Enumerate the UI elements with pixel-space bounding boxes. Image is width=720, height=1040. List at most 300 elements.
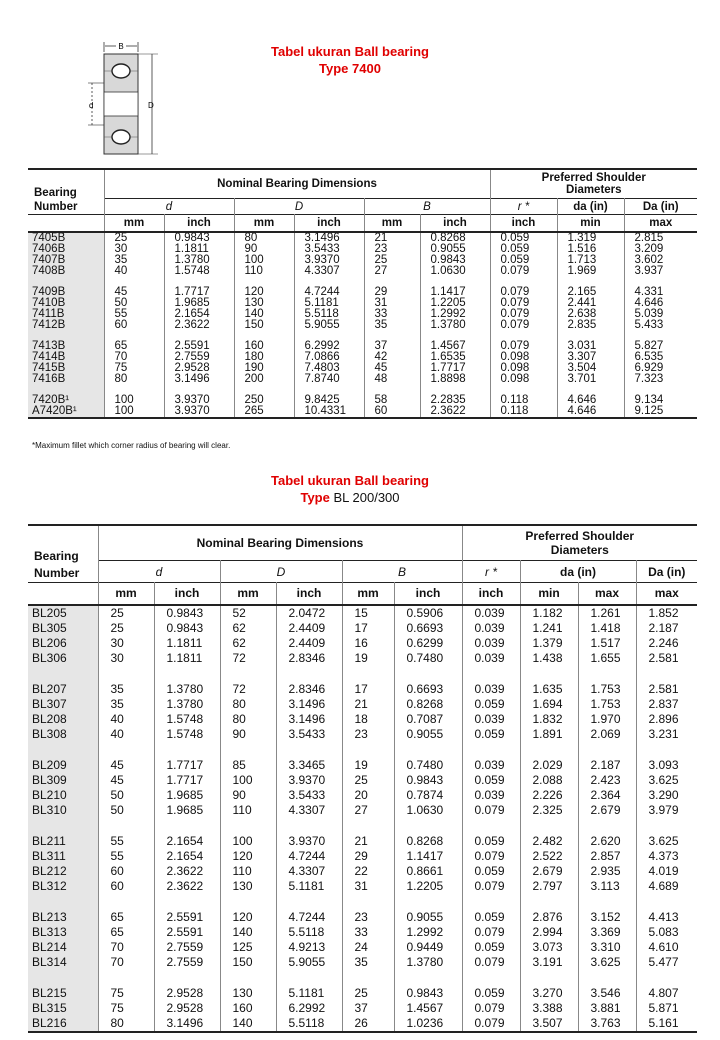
- value-cell: 4.9213: [276, 940, 342, 955]
- unit-min: min: [557, 215, 624, 232]
- table-row: [28, 605, 697, 621]
- value-cell: 3.113: [578, 879, 636, 894]
- unit-inch: inch: [154, 583, 220, 605]
- value-cell: 0.079: [462, 955, 520, 970]
- value-cell: 60: [98, 864, 154, 879]
- value-cell: 5.1181: [294, 298, 364, 309]
- value-cell: 1.0630: [394, 803, 462, 818]
- value-cell: 2.857: [578, 849, 636, 864]
- table-row: [28, 374, 697, 385]
- bearing-table-bl200-300: [28, 524, 697, 1033]
- value-cell: 45: [104, 287, 164, 298]
- value-cell: 1.6535: [420, 352, 490, 363]
- value-cell: 3.5433: [276, 727, 342, 742]
- value-cell: 1.753: [578, 697, 636, 712]
- header-D: D: [220, 561, 342, 583]
- header-bearing-number: Bearing Number: [34, 549, 80, 580]
- value-cell: 5.5118: [276, 1016, 342, 1032]
- bearing-number-cell: BL311: [28, 849, 98, 864]
- table-row: [28, 864, 697, 879]
- value-cell: 2.835: [557, 320, 624, 331]
- value-cell: 4.3307: [276, 864, 342, 879]
- value-cell: 75: [98, 1001, 154, 1016]
- value-cell: 90: [220, 727, 276, 742]
- value-cell: 31: [342, 879, 394, 894]
- value-cell: 2.679: [520, 864, 578, 879]
- value-cell: 3.625: [636, 834, 697, 849]
- value-cell: 40: [98, 712, 154, 727]
- value-cell: 200: [234, 374, 294, 385]
- value-cell: 2.7559: [154, 940, 220, 955]
- value-cell: 0.079: [490, 298, 557, 309]
- unit-mm: mm: [98, 583, 154, 605]
- value-cell: 0.9843: [394, 986, 462, 1001]
- value-cell: 0.5906: [394, 605, 462, 621]
- value-cell: 35: [98, 682, 154, 697]
- value-cell: 50: [98, 788, 154, 803]
- value-cell: 3.231: [636, 727, 697, 742]
- value-cell: 65: [104, 341, 164, 352]
- value-cell: 3.507: [520, 1016, 578, 1032]
- value-cell: 1.832: [520, 712, 578, 727]
- bearing-number-cell: BL209: [28, 758, 98, 773]
- value-cell: 6.929: [624, 363, 697, 374]
- bearing-number-cell: BL312: [28, 879, 98, 894]
- value-cell: 2.165: [557, 287, 624, 298]
- value-cell: 0.079: [490, 341, 557, 352]
- value-cell: 3.504: [557, 363, 624, 374]
- value-cell: 1.2992: [420, 309, 490, 320]
- value-cell: 2.9528: [154, 986, 220, 1001]
- value-cell: 2.522: [520, 849, 578, 864]
- value-cell: 4.7244: [276, 849, 342, 864]
- value-cell: 100: [104, 395, 164, 406]
- value-cell: 4.7244: [276, 910, 342, 925]
- value-cell: 37: [342, 1001, 394, 1016]
- bearing-number-cell: 7416B: [28, 374, 104, 385]
- value-cell: 2.5591: [164, 341, 234, 352]
- header-d: d: [98, 561, 220, 583]
- value-cell: 0.6693: [394, 682, 462, 697]
- value-cell: 1.7717: [154, 758, 220, 773]
- table-row: [28, 287, 697, 298]
- value-cell: 1.5748: [154, 712, 220, 727]
- bearing-number-cell: BL309: [28, 773, 98, 788]
- header-Da: Da (in): [636, 561, 697, 583]
- value-cell: 23: [364, 244, 420, 255]
- table-row: [28, 320, 697, 331]
- value-cell: 4.373: [636, 849, 697, 864]
- bearing-number-cell: 7410B: [28, 298, 104, 309]
- value-cell: 1.7717: [154, 773, 220, 788]
- value-cell: 0.9055: [420, 244, 490, 255]
- table-row: [28, 406, 697, 418]
- unit-mm: mm: [342, 583, 394, 605]
- value-cell: 25: [104, 232, 164, 244]
- value-cell: 2.581: [636, 651, 697, 666]
- bearing-number-cell: BL205: [28, 605, 98, 621]
- value-cell: 3.5433: [294, 244, 364, 255]
- value-cell: 0.7087: [394, 712, 462, 727]
- value-cell: 2.088: [520, 773, 578, 788]
- value-cell: 0.7480: [394, 651, 462, 666]
- value-cell: 1.3780: [164, 255, 234, 266]
- value-cell: 30: [98, 636, 154, 651]
- unit-max: max: [636, 583, 697, 605]
- value-cell: 1.753: [578, 682, 636, 697]
- bearing-cross-section-diagram: [80, 38, 170, 160]
- value-cell: 5.871: [636, 1001, 697, 1016]
- value-cell: 1.891: [520, 727, 578, 742]
- value-cell: 5.9055: [276, 955, 342, 970]
- value-cell: 4.331: [624, 287, 697, 298]
- value-cell: 1.4567: [420, 341, 490, 352]
- value-cell: 0.6299: [394, 636, 462, 651]
- header-da: da (in): [557, 199, 624, 215]
- value-cell: 2.246: [636, 636, 697, 651]
- value-cell: 0.079: [490, 309, 557, 320]
- header-nominal: Nominal Bearing Dimensions: [104, 169, 490, 199]
- bearing-number-cell: BL212: [28, 864, 98, 879]
- value-cell: 3.5433: [276, 788, 342, 803]
- value-cell: 0.9843: [394, 773, 462, 788]
- value-cell: 2.029: [520, 758, 578, 773]
- value-cell: 1.4567: [394, 1001, 462, 1016]
- value-cell: 2.935: [578, 864, 636, 879]
- table-row: [28, 395, 697, 406]
- value-cell: 1.3780: [154, 697, 220, 712]
- value-cell: 1.241: [520, 621, 578, 636]
- value-cell: 48: [364, 374, 420, 385]
- value-cell: 150: [220, 955, 276, 970]
- value-cell: 1.2205: [420, 298, 490, 309]
- table-row: [28, 255, 697, 266]
- header-r: r *: [462, 561, 520, 583]
- value-cell: 2.069: [578, 727, 636, 742]
- group-spacer: [28, 385, 697, 395]
- unit-min: min: [520, 583, 578, 605]
- value-cell: 1.694: [520, 697, 578, 712]
- table-row: [28, 1001, 697, 1016]
- value-cell: 2.679: [578, 803, 636, 818]
- value-cell: 0.8268: [394, 834, 462, 849]
- value-cell: 2.581: [636, 682, 697, 697]
- value-cell: 4.3307: [276, 803, 342, 818]
- value-cell: 40: [104, 266, 164, 277]
- value-cell: 5.1181: [276, 879, 342, 894]
- value-cell: 2.0472: [276, 605, 342, 621]
- value-cell: 0.039: [462, 605, 520, 621]
- value-cell: 1.1417: [394, 849, 462, 864]
- value-cell: 3.388: [520, 1001, 578, 1016]
- bearing-number-cell: BL308: [28, 727, 98, 742]
- value-cell: 0.059: [462, 910, 520, 925]
- table-row: [28, 266, 697, 277]
- value-cell: 2.3622: [154, 879, 220, 894]
- value-cell: 110: [220, 864, 276, 879]
- value-cell: 0.7874: [394, 788, 462, 803]
- bearing-number-cell: 7412B: [28, 320, 104, 331]
- diagram-label-d: d: [89, 101, 94, 110]
- value-cell: 2.994: [520, 925, 578, 940]
- value-cell: 23: [342, 727, 394, 742]
- value-cell: 0.118: [490, 395, 557, 406]
- table-row: [28, 309, 697, 320]
- value-cell: 35: [342, 955, 394, 970]
- bearing-number-cell: 7405B: [28, 232, 104, 244]
- value-cell: 24: [342, 940, 394, 955]
- value-cell: 25: [342, 986, 394, 1001]
- table-row: [28, 298, 697, 309]
- table-row: [28, 925, 697, 940]
- value-cell: 1.9685: [164, 298, 234, 309]
- value-cell: 120: [220, 910, 276, 925]
- value-cell: 55: [98, 834, 154, 849]
- bearing-table-7400: [28, 168, 697, 419]
- value-cell: 1.5748: [154, 727, 220, 742]
- bearing-number-cell: 7408B: [28, 266, 104, 277]
- value-cell: 1.655: [578, 651, 636, 666]
- value-cell: 0.9449: [394, 940, 462, 955]
- value-cell: 100: [220, 773, 276, 788]
- value-cell: 1.7717: [164, 287, 234, 298]
- value-cell: 27: [342, 803, 394, 818]
- value-cell: 2.9528: [154, 1001, 220, 1016]
- value-cell: 5.433: [624, 320, 697, 331]
- value-cell: 3.625: [578, 955, 636, 970]
- section2-title: [230, 472, 470, 506]
- header-bearing-number: Bearing Number: [34, 187, 78, 213]
- value-cell: 0.079: [462, 803, 520, 818]
- value-cell: 120: [234, 287, 294, 298]
- value-cell: 19: [342, 758, 394, 773]
- value-cell: 90: [220, 788, 276, 803]
- value-cell: 2.797: [520, 879, 578, 894]
- bearing-number-cell: BL313: [28, 925, 98, 940]
- value-cell: 140: [220, 1016, 276, 1032]
- section2-title-type: Type: [300, 490, 330, 505]
- value-cell: 2.423: [578, 773, 636, 788]
- value-cell: 0.9843: [164, 232, 234, 244]
- value-cell: 0.6693: [394, 621, 462, 636]
- value-cell: 0.8661: [394, 864, 462, 879]
- value-cell: 110: [220, 803, 276, 818]
- value-cell: 3.307: [557, 352, 624, 363]
- diagram-label-b: B: [118, 42, 124, 51]
- value-cell: 1.0236: [394, 1016, 462, 1032]
- value-cell: 27: [364, 266, 420, 277]
- value-cell: 72: [220, 682, 276, 697]
- value-cell: 3.270: [520, 986, 578, 1001]
- table-row: [28, 621, 697, 636]
- value-cell: 72: [220, 651, 276, 666]
- value-cell: 0.9843: [154, 605, 220, 621]
- unit-inch: inch: [276, 583, 342, 605]
- value-cell: 0.059: [490, 255, 557, 266]
- value-cell: 190: [234, 363, 294, 374]
- value-cell: 1.1811: [164, 244, 234, 255]
- value-cell: 55: [104, 309, 164, 320]
- value-cell: 1.517: [578, 636, 636, 651]
- bearing-number-cell: 7409B: [28, 287, 104, 298]
- value-cell: 0.059: [490, 232, 557, 244]
- value-cell: 1.1417: [420, 287, 490, 298]
- value-cell: 23: [342, 910, 394, 925]
- value-cell: 0.059: [462, 697, 520, 712]
- value-cell: 15: [342, 605, 394, 621]
- value-cell: 0.039: [462, 651, 520, 666]
- diagram-label-D: D: [148, 101, 154, 110]
- bearing-number-cell: BL315: [28, 1001, 98, 1016]
- value-cell: 5.1181: [276, 986, 342, 1001]
- value-cell: 1.9685: [154, 788, 220, 803]
- table-row: [28, 940, 697, 955]
- value-cell: 5.5118: [276, 925, 342, 940]
- table-row: [28, 244, 697, 255]
- table-row: [28, 712, 697, 727]
- table-row: [28, 1016, 697, 1032]
- value-cell: 0.059: [462, 940, 520, 955]
- value-cell: 4.413: [636, 910, 697, 925]
- value-cell: 16: [342, 636, 394, 651]
- value-cell: 0.079: [462, 849, 520, 864]
- value-cell: 6.2992: [294, 341, 364, 352]
- value-cell: 70: [98, 940, 154, 955]
- value-cell: 125: [220, 940, 276, 955]
- value-cell: 4.019: [636, 864, 697, 879]
- value-cell: 1.969: [557, 266, 624, 277]
- table-row: [28, 232, 697, 244]
- table-row: [28, 986, 697, 1001]
- value-cell: 3.1496: [154, 1016, 220, 1032]
- value-cell: 0.8268: [394, 697, 462, 712]
- value-cell: 3.9370: [164, 406, 234, 418]
- value-cell: 2.8346: [276, 651, 342, 666]
- value-cell: 21: [342, 834, 394, 849]
- value-cell: 0.059: [462, 773, 520, 788]
- value-cell: 7.8740: [294, 374, 364, 385]
- bearing-number-cell: BL207: [28, 682, 98, 697]
- value-cell: 30: [98, 651, 154, 666]
- value-cell: 0.079: [462, 1016, 520, 1032]
- value-cell: 35: [364, 320, 420, 331]
- value-cell: 1.438: [520, 651, 578, 666]
- value-cell: 0.039: [462, 758, 520, 773]
- value-cell: 60: [98, 879, 154, 894]
- value-cell: 3.979: [636, 803, 697, 818]
- value-cell: 35: [104, 255, 164, 266]
- value-cell: 3.290: [636, 788, 697, 803]
- value-cell: 3.031: [557, 341, 624, 352]
- value-cell: 0.079: [462, 925, 520, 940]
- value-cell: 33: [364, 309, 420, 320]
- value-cell: 1.319: [557, 232, 624, 244]
- value-cell: 2.815: [624, 232, 697, 244]
- bearing-number-cell: 7420B¹: [28, 395, 104, 406]
- bearing-number-cell: BL210: [28, 788, 98, 803]
- value-cell: 1.261: [578, 605, 636, 621]
- value-cell: 1.516: [557, 244, 624, 255]
- value-cell: 29: [364, 287, 420, 298]
- value-cell: 0.079: [490, 320, 557, 331]
- unit-inch: inch: [294, 215, 364, 232]
- value-cell: 2.3622: [164, 320, 234, 331]
- bearing-number-cell: BL310: [28, 803, 98, 818]
- value-cell: 110: [234, 266, 294, 277]
- value-cell: 3.546: [578, 986, 636, 1001]
- value-cell: 0.039: [462, 636, 520, 651]
- header-B: B: [342, 561, 462, 583]
- value-cell: 0.039: [462, 682, 520, 697]
- header-r: r *: [490, 199, 557, 215]
- group-spacer: [28, 818, 697, 834]
- value-cell: 0.059: [462, 864, 520, 879]
- value-cell: 0.098: [490, 363, 557, 374]
- value-cell: 100: [234, 255, 294, 266]
- value-cell: 150: [234, 320, 294, 331]
- value-cell: 19: [342, 651, 394, 666]
- value-cell: 0.118: [490, 406, 557, 418]
- value-cell: 3.9370: [164, 395, 234, 406]
- value-cell: 2.325: [520, 803, 578, 818]
- group-spacer: [28, 331, 697, 341]
- unit-mm: mm: [234, 215, 294, 232]
- value-cell: 35: [98, 697, 154, 712]
- section1-title-line2: Type 7400: [319, 61, 381, 76]
- value-cell: 3.9370: [294, 255, 364, 266]
- header-nominal: Nominal Bearing Dimensions: [98, 525, 462, 561]
- unit-mm: mm: [220, 583, 276, 605]
- value-cell: 1.9685: [154, 803, 220, 818]
- value-cell: 29: [342, 849, 394, 864]
- value-cell: 4.646: [624, 298, 697, 309]
- value-cell: 55: [98, 849, 154, 864]
- table-row: [28, 363, 697, 374]
- table-row: [28, 788, 697, 803]
- value-cell: 2.226: [520, 788, 578, 803]
- table-row: [28, 879, 697, 894]
- value-cell: 2.1654: [164, 309, 234, 320]
- value-cell: 2.876: [520, 910, 578, 925]
- value-cell: 265: [234, 406, 294, 418]
- bearing-number-cell: 7414B: [28, 352, 104, 363]
- value-cell: 0.9055: [394, 727, 462, 742]
- value-cell: 0.039: [462, 788, 520, 803]
- header-da: da (in): [520, 561, 636, 583]
- section2-title-rest: BL 200/300: [333, 490, 400, 505]
- value-cell: 10.4331: [294, 406, 364, 418]
- value-cell: 1.635: [520, 682, 578, 697]
- unit-max: max: [624, 215, 697, 232]
- value-cell: 9.125: [624, 406, 697, 418]
- value-cell: 25: [98, 621, 154, 636]
- unit-mm: mm: [104, 215, 164, 232]
- value-cell: 80: [234, 232, 294, 244]
- value-cell: 2.187: [636, 621, 697, 636]
- value-cell: 3.1496: [164, 374, 234, 385]
- value-cell: 3.763: [578, 1016, 636, 1032]
- group-spacer: [28, 970, 697, 986]
- unit-inch: inch: [490, 215, 557, 232]
- value-cell: 0.059: [462, 834, 520, 849]
- value-cell: 1.713: [557, 255, 624, 266]
- value-cell: 3.073: [520, 940, 578, 955]
- value-cell: 2.441: [557, 298, 624, 309]
- header-d: d: [104, 199, 234, 215]
- value-cell: 3.369: [578, 925, 636, 940]
- value-cell: 25: [342, 773, 394, 788]
- value-cell: 50: [104, 298, 164, 309]
